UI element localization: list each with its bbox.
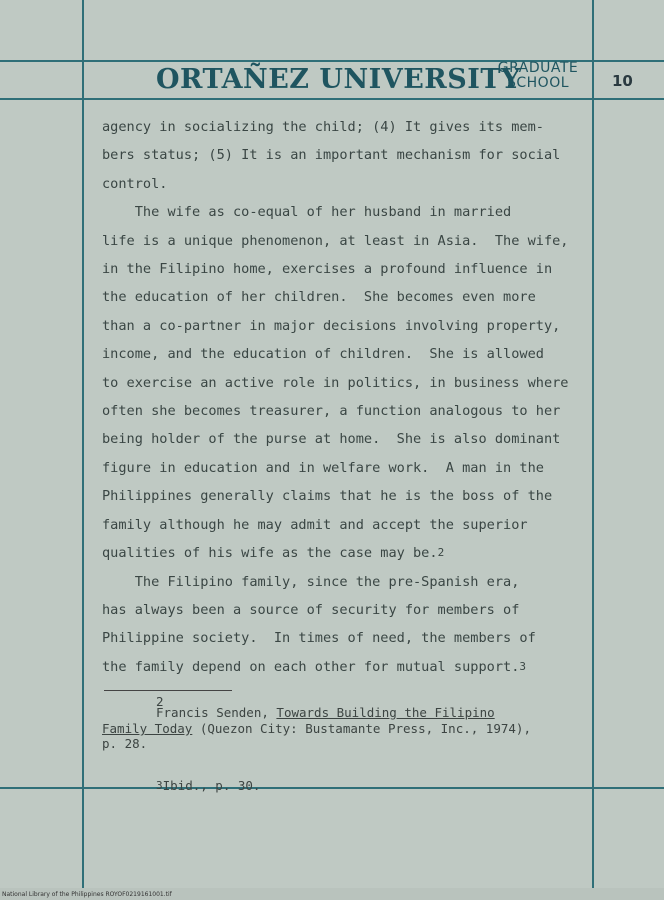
text-line: family although he may admit and accept the superior: [102, 516, 528, 533]
footnote-publisher: (Quezon City: Bustamante Press, Inc., 1974),: [192, 721, 531, 736]
footnote-title: Family Today: [102, 721, 193, 736]
text-line: often she becomes treasurer, a function analogous to her: [102, 403, 561, 420]
footnote-author: Francis Senden,: [156, 705, 277, 720]
footnote-separator: [104, 690, 232, 691]
text-line: life is a unique phenomenon, at least in Asia. The wife,: [102, 232, 569, 249]
text-line: has always been a source of security for members of: [102, 601, 520, 618]
left-margin-rule: [82, 0, 84, 888]
text-line: qualities of his wife as the case may be.: [102, 545, 438, 562]
university-name: ORTAÑEZ UNIVERSITY: [156, 64, 521, 95]
text-line: figure in education and in welfare work. A man in the: [102, 459, 544, 476]
school-label-line2: SCHOOL: [506, 75, 570, 91]
footnote-line: [156, 779, 260, 792]
text-line: than a co-partner in major decisions involving property,: [102, 317, 561, 334]
text-line: Philippines generally claims that he is the boss of the: [102, 488, 553, 505]
footnote-text: Ibid., p. 30.: [162, 778, 261, 793]
footnote-line: [156, 706, 495, 719]
text-line: the family depend on each other for mutual support.: [102, 658, 520, 675]
text-line: to exercise an active role in politics, in business where: [102, 374, 569, 391]
text-line: agency in socializing the child; (4) It gives its mem-: [102, 119, 544, 135]
text-line: in the Filipino home, exercises a profound influence in: [102, 261, 553, 278]
school-label-line1: GRADUATE: [497, 60, 579, 76]
header-bottom-rule: [0, 98, 664, 100]
footnote-number: 3: [156, 779, 163, 792]
footnote-page: p. 28.: [102, 736, 148, 751]
school-label: [489, 61, 587, 91]
page-number: 10: [612, 72, 633, 90]
footer-rule: [0, 787, 664, 789]
footnote-title: Towards Building the Filipino: [276, 705, 495, 720]
text-line: control.: [102, 175, 168, 192]
footnote-marker: 3: [519, 659, 527, 673]
scan-source-label: National Library of the Philippines ROYOF0219161001.tif: [2, 891, 172, 898]
text-line: being holder of the purse at home. She is also dominant: [102, 431, 561, 448]
footnote-line: [102, 722, 531, 735]
body-paragraphs: [102, 113, 594, 681]
text-line: income, and the education of children. She is allowed: [102, 346, 544, 363]
text-line: The Filipino family, since the pre-Spanish era,: [102, 573, 520, 590]
text-line: the education of her children. She becomes even more: [102, 289, 536, 306]
footnote-marker: 2: [437, 546, 445, 560]
text-line: The wife as co-equal of her husband in married: [102, 204, 512, 221]
text-line: Philippine society. In times of need, the members of: [102, 630, 536, 647]
footnote-number: 2: [156, 694, 164, 709]
text-line: bers status; (5) It is an important mechanism for social: [102, 147, 561, 164]
